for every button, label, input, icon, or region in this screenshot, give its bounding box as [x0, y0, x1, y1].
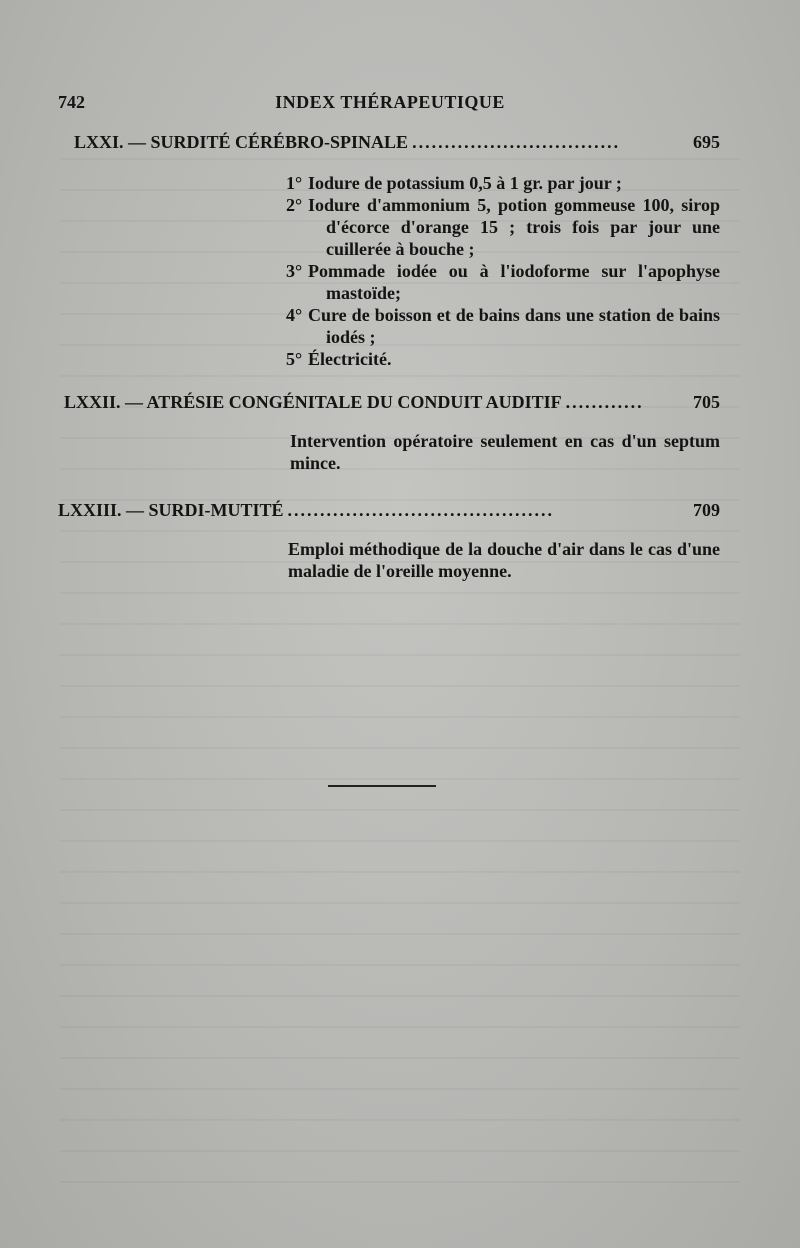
dot-leader: ............ — [565, 392, 644, 412]
entry-heading-lxxii — [64, 392, 720, 416]
running-head — [58, 92, 722, 118]
page-number: 742 — [58, 92, 85, 112]
item-number: 1° — [286, 173, 303, 193]
dot-leader: ................................ — [412, 132, 621, 152]
treatment-note-lxxiii — [288, 538, 720, 582]
note-text: Intervention opératoire seulement en cas d'un septum mince. — [290, 431, 720, 473]
note-text: Emploi méthodique de la douche d'air dans le cas d'une maladie de l'oreille moyenne. — [288, 539, 720, 581]
page-title: INDEX THÉRAPEUTIQUE — [275, 92, 505, 112]
item-text: Iodure d'ammonium 5, potion gommeuse 100, sirop d'écorce d'orange 15 ; trois fois par jour une cuillerée à bouche ; — [308, 195, 720, 259]
treatment-item — [286, 304, 720, 348]
treatment-note-lxxii — [290, 430, 720, 474]
item-text: Iodure de potassium 0,5 à 1 gr. par jour ; — [308, 173, 622, 193]
item-text: Cure de boisson et de bains dans une station de bains iodés ; — [308, 305, 720, 347]
section-divider-rule — [328, 785, 436, 787]
treatment-item — [286, 194, 720, 260]
item-text: Pommade iodée ou à l'iodoforme sur l'apophyse mastoïde; — [308, 261, 720, 303]
treatment-item — [286, 260, 720, 304]
dot-leader: ......................................... — [287, 500, 555, 520]
entry-heading-text: LXXII. — ATRÉSIE CONGÉNITALE DU CONDUIT AUDITIF — [64, 392, 562, 412]
entry-heading-text: LXXI. — SURDITÉ CÉRÉBRO-SPINALE — [74, 132, 409, 152]
entry-heading-lxxiii — [58, 500, 720, 524]
entry-heading-text: LXXIII. — SURDI-MUTITÉ — [58, 500, 284, 520]
entry-page-reference: 705 — [693, 392, 720, 412]
entry-page-reference: 695 — [693, 132, 720, 152]
item-number: 5° — [286, 349, 303, 369]
entry-page-reference: 709 — [693, 500, 720, 520]
item-number: 2° — [286, 195, 303, 215]
treatment-item — [286, 172, 720, 194]
item-text: Électricité. — [308, 349, 392, 369]
item-number: 4° — [286, 305, 303, 325]
entry-heading-lxxi — [74, 132, 720, 156]
treatment-item — [286, 348, 720, 370]
treatment-list-lxxi — [286, 172, 720, 370]
item-number: 3° — [286, 261, 303, 281]
